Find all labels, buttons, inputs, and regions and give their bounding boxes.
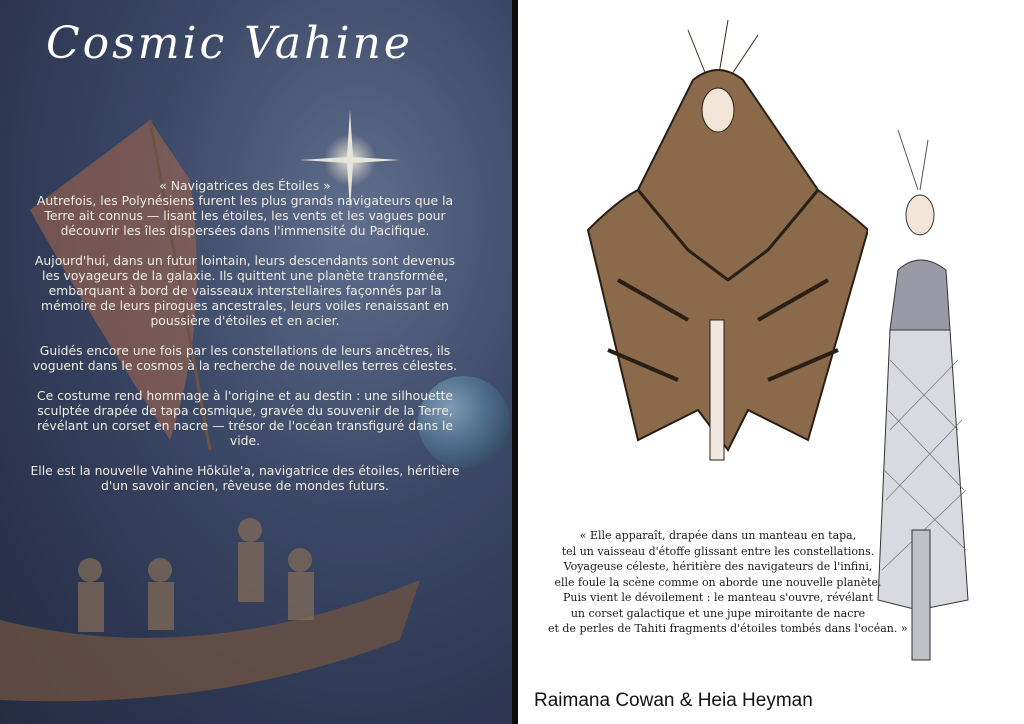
designer-credit: Raimana Cowan & Heia Heyman bbox=[534, 690, 813, 711]
story-paragraph: Elle est la nouvelle Vahine Hōkūle'a, navigatrice des étoiles, héritière d'un savoir ancien, rêveuse de mondes futurs. bbox=[30, 463, 460, 493]
story-heading: « Navigatrices des Étoiles » bbox=[159, 178, 331, 193]
canoe-illustration bbox=[0, 500, 512, 724]
quote-line: tel un vaisseau d'étoffe glissant entre les constellations. bbox=[561, 544, 875, 558]
quote-line: elle foule la scène comme on aborde une nouvelle planète. bbox=[554, 575, 882, 589]
quote-line: Puis vient le dévoilement : le manteau s'ouvre, révélant bbox=[562, 591, 874, 604]
quote-line: et de perles de Tahiti fragments d'étoiles tombés dans l'océan. » bbox=[548, 622, 908, 635]
story-paragraph: Guidés encore une fois par les constellations de leurs ancêtres, ils voguent dans le cosmos à la recherche de nouvelles terres célestes. bbox=[32, 343, 458, 373]
story-paragraph: Ce costume rend hommage à l'origine et au destin : une silhouette sculptée drapée de tapa cosmique, gravée du souvenir de la Terre, révélant un corset en nacre — trésor de l'océan transfiguré dans le vide. bbox=[36, 388, 454, 448]
story-paragraph: Autrefois, les Polynésiens furent les plus grands navigateurs que la Terre ait connus — lisant les étoiles, les vents et les vagues pour découvrir les îles dispersées dans l'immensité du Pacifique. bbox=[36, 193, 454, 238]
page-title: Cosmic Vahine bbox=[46, 18, 413, 69]
quote-line: « Elle apparaît, drapée dans un manteau en tapa, bbox=[579, 529, 857, 542]
story-paragraph: Aujourd'hui, dans un futur lointain, leurs descendants sont devenus les voyageurs de la galaxie. Ils quittent une planète transformée, embarquant à bord de vaisseaux interstellaires façonnés par la mémoire de leurs pirogues ancestrales, leurs voiles renaissant en poussière d'étoiles et en acier. bbox=[34, 253, 456, 328]
quote-line: Voyageuse céleste, héritière des navigateurs de l'infini, bbox=[563, 560, 873, 573]
quote-block bbox=[548, 528, 908, 637]
story-text bbox=[30, 178, 460, 508]
fashion-sketch-cloak bbox=[578, 20, 868, 480]
right-page bbox=[518, 0, 1024, 724]
quote-line: un corset galactique et une jupe miroitante de nacre bbox=[570, 606, 866, 620]
